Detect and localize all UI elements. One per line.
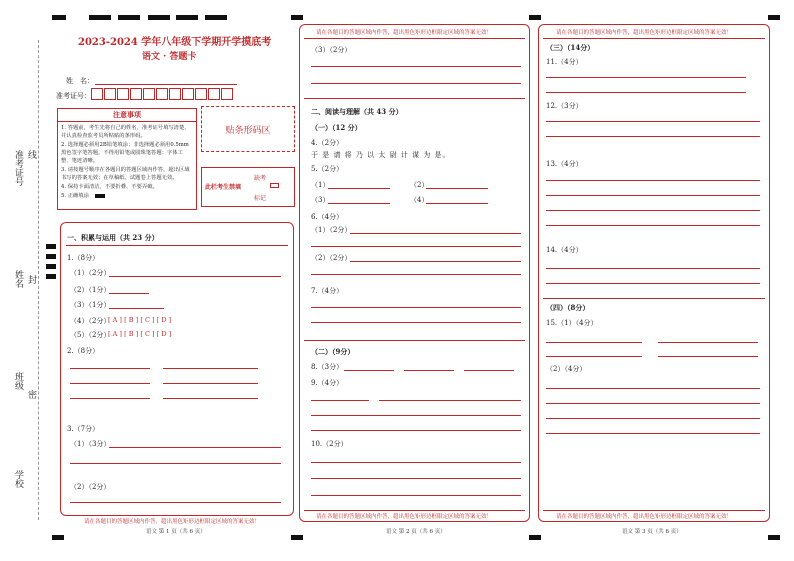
answer-line[interactable] <box>546 283 760 284</box>
notes-item: 1. 答题前，考生先将自己的姓名、准考证号填写清楚，并认真检查监考员所粘贴的条形码。 <box>61 125 190 139</box>
answer-line[interactable] <box>311 495 521 496</box>
answer-line[interactable] <box>311 415 521 416</box>
question-5-2: （2） <box>410 181 429 189</box>
question-1-2: （2）（1分） <box>70 286 111 294</box>
absent-checkbox[interactable] <box>270 183 279 188</box>
question-3: 3.（7分） <box>67 425 100 433</box>
subsection-2: （二）（9分） <box>311 347 355 356</box>
question-7: 7.（4分） <box>311 287 344 295</box>
question-3-3: （3）（2分） <box>311 46 352 54</box>
answer-line[interactable] <box>311 66 521 67</box>
section-title-2: 二、阅读与理解（共 43 分） <box>311 107 403 116</box>
warning-text: 请在各题目的答题区域内作答，超出黑色矩形边框限定区域的答案无效！ <box>556 30 733 36</box>
answer-line[interactable] <box>464 370 514 371</box>
option-c[interactable]: [ C ] <box>140 316 155 324</box>
timing-mark <box>529 535 541 540</box>
answer-line[interactable] <box>311 400 369 401</box>
barcode-area <box>201 106 295 152</box>
option-b[interactable]: [ B ] <box>124 316 139 324</box>
notes-item: 3. 请按题号顺序在各题目的答题区域内作答，超出区域书写的答案无效；在草稿纸、试题卷上答题无效。 <box>61 167 190 181</box>
divider <box>304 98 525 99</box>
id-grid[interactable] <box>91 88 234 100</box>
answer-line[interactable] <box>311 478 521 479</box>
binding-dashed-line <box>38 40 39 520</box>
filled-mark-sample <box>95 194 105 198</box>
section-title-1: 一、积累与运用（共 23 分） <box>67 233 159 242</box>
divider <box>304 340 525 341</box>
answer-line[interactable] <box>546 403 760 404</box>
question-11: 11.（4分） <box>546 58 583 66</box>
question-1-4: （4）（2分） <box>70 317 111 325</box>
timing-mark <box>46 244 56 249</box>
question-15-1: 15.（1）（4分） <box>546 319 598 327</box>
answer-line[interactable] <box>70 383 150 384</box>
timing-mark <box>46 254 56 259</box>
answer-line[interactable] <box>109 308 164 309</box>
name-label: 姓 名： <box>66 77 94 85</box>
absent-box <box>201 167 295 207</box>
answer-line[interactable] <box>350 233 521 234</box>
answer-line[interactable] <box>163 383 258 384</box>
absent-mark-1: 缺考 <box>254 175 267 182</box>
question-1-5: （5）（2分） <box>70 331 111 339</box>
divider <box>543 298 765 299</box>
side-label-class: 班级 <box>13 372 23 390</box>
name-field[interactable] <box>95 84 237 85</box>
option-b[interactable]: [ B ] <box>124 330 139 338</box>
question-3-1: （1）（3分） <box>70 440 111 448</box>
answer-line[interactable] <box>546 180 760 181</box>
timing-mark <box>118 15 140 20</box>
question-14: 14.（4分） <box>546 246 583 254</box>
answer-line[interactable] <box>546 388 760 389</box>
answer-line[interactable] <box>379 400 521 401</box>
question-12: 12.（3分） <box>546 102 583 110</box>
timing-mark <box>52 15 66 20</box>
side-label-seal: 封 <box>26 275 36 284</box>
answer-line[interactable] <box>546 418 760 419</box>
answer-line[interactable] <box>546 195 760 196</box>
timing-mark <box>89 15 111 20</box>
side-label-school: 学校 <box>13 470 23 488</box>
question-6-1: （1）（2分） <box>311 226 352 234</box>
choice-options[interactable] <box>108 330 171 338</box>
question-8: 8.（3分） <box>311 363 344 371</box>
question-4: 4.（2分） <box>311 139 344 147</box>
answer-line[interactable] <box>546 342 642 343</box>
id-label: 准考证号： <box>56 92 91 100</box>
notes-box <box>57 108 197 210</box>
page-title: 2023-2024 学年八年级下学期开学摸底考 <box>78 37 272 48</box>
notes-item: 2. 选择题必须用2B铅笔填涂；非选择题必须用0.5mm黑色签字笔答题，不得用铅笔或圆珠笔答题：字体工整、笔迹清晰。 <box>61 142 189 164</box>
question-15-2: （2）（4分） <box>546 365 587 373</box>
answer-line[interactable] <box>546 356 642 357</box>
answer-line[interactable] <box>311 83 521 84</box>
question-10: 10.（2分） <box>311 440 348 448</box>
timing-mark <box>291 535 303 540</box>
question-2: 2.（8分） <box>67 347 100 355</box>
warning-text: 请在各题目的答题区域内作答，超出黑色矩形边框限定区域的答案无效！ <box>556 514 733 520</box>
answer-box-col3 <box>538 24 770 522</box>
question-5-3: （3） <box>311 196 330 204</box>
timing-mark <box>768 535 780 540</box>
answer-line[interactable] <box>658 356 758 357</box>
question-1-3: （3）（1分） <box>70 301 111 309</box>
notes-item: 4. 保持卡面清洁，不要折叠、不要弄破。 <box>61 184 158 190</box>
answer-line[interactable] <box>70 398 150 399</box>
side-label-id: 准考证号 <box>13 150 23 186</box>
timing-mark <box>291 15 303 20</box>
warning-text: 请在各题目的答题区域内作答，超出黑色矩形边框限定区域的答案无效！ <box>316 30 493 36</box>
answer-line[interactable] <box>546 136 760 137</box>
barcode-label: 贴条形码区 <box>225 125 271 136</box>
timing-mark <box>148 15 170 20</box>
side-label-line: 线 <box>26 150 36 159</box>
question-3-2: （2）（2分） <box>70 483 111 491</box>
page-footer-3: 语文 第 3 页（共 6 页） <box>622 529 682 535</box>
answer-line[interactable] <box>311 274 521 275</box>
answer-line[interactable] <box>350 261 521 262</box>
side-label-secret: 密 <box>26 390 36 399</box>
warning-text: 请在各题目的答题区域内作答，超出黑色矩形边框限定区域的答案无效！ <box>316 514 493 520</box>
timing-mark <box>529 15 541 20</box>
notes-item: 5. 正确填涂 <box>61 193 89 199</box>
choice-options[interactable] <box>108 316 171 324</box>
divider <box>543 510 765 511</box>
warning-text: 请在各题目的答题区域内作答，超出黑色矩形边框限定区域的答案无效！ <box>84 519 261 525</box>
timing-mark <box>52 535 64 540</box>
answer-line[interactable] <box>311 322 521 323</box>
timing-mark <box>205 15 227 20</box>
answer-line[interactable] <box>404 370 454 371</box>
answer-line[interactable] <box>70 368 150 369</box>
answer-line[interactable] <box>546 77 746 78</box>
answer-line[interactable] <box>344 370 394 371</box>
subsection-1: （一）（12 分） <box>311 123 362 132</box>
answer-line[interactable] <box>311 430 521 431</box>
answer-line[interactable] <box>311 246 521 247</box>
answer-line[interactable] <box>109 293 149 294</box>
timing-mark <box>768 15 780 20</box>
option-a[interactable]: [ A ] <box>108 316 122 324</box>
answer-line[interactable] <box>109 447 281 448</box>
side-label-name: 姓名 <box>13 270 23 288</box>
option-d[interactable]: [ D ] <box>156 330 172 338</box>
question-5: 5.（2分） <box>311 165 344 173</box>
divider <box>543 38 765 39</box>
answer-line[interactable] <box>109 276 281 277</box>
answer-line[interactable] <box>546 92 746 93</box>
question-6-2: （2）（2分） <box>311 254 352 262</box>
absent-mark-2: 标记 <box>254 195 267 202</box>
divider <box>66 245 288 246</box>
answer-line[interactable] <box>546 268 760 269</box>
question-4-sentence: 于 是 请 将 乃 以 太 尉 计 谋 为 是。 <box>311 151 451 159</box>
question-5-4: （4） <box>410 196 429 204</box>
page-footer-1: 语文 第 1 页（共 6 页） <box>146 529 206 535</box>
timing-mark <box>46 264 56 269</box>
option-d[interactable]: [ D ] <box>156 316 172 324</box>
question-1: 1.（8分） <box>67 254 100 262</box>
answer-line[interactable] <box>163 398 258 399</box>
timing-mark <box>176 15 198 20</box>
answer-line[interactable] <box>70 463 281 464</box>
timing-mark <box>46 274 56 279</box>
divider <box>304 510 525 511</box>
question-6: 6.（4分） <box>311 213 344 221</box>
answer-line[interactable] <box>70 502 281 503</box>
divider <box>304 38 525 39</box>
answer-box-col1 <box>60 222 294 516</box>
answer-line[interactable] <box>426 203 488 204</box>
page-subtitle: 语文 · 答题卡 <box>142 52 197 62</box>
answer-line[interactable] <box>311 307 521 308</box>
answer-line[interactable] <box>546 433 760 434</box>
question-5-1: （1） <box>311 181 330 189</box>
option-a[interactable]: [ A ] <box>108 330 122 338</box>
subsection-3: （三）（14分） <box>546 43 595 52</box>
answer-line[interactable] <box>658 342 758 343</box>
question-9: 9.（4分） <box>311 379 344 387</box>
answer-line[interactable] <box>546 225 760 226</box>
question-1-1: （1）（2分） <box>70 269 111 277</box>
page-footer-2: 语文 第 2 页（共 6 页） <box>386 529 446 535</box>
answer-line[interactable] <box>311 462 521 463</box>
notes-title: 注意事项 <box>58 109 196 122</box>
answer-line[interactable] <box>328 203 390 204</box>
answer-line[interactable] <box>426 188 488 189</box>
question-13: 13.（4分） <box>546 160 583 168</box>
answer-line[interactable] <box>546 121 760 122</box>
answer-line[interactable] <box>163 368 258 369</box>
subsection-4: （四）（8分） <box>546 303 590 312</box>
answer-line[interactable] <box>328 188 390 189</box>
answer-line[interactable] <box>546 210 760 211</box>
option-c[interactable]: [ C ] <box>140 330 155 338</box>
absent-label: 此栏考生禁填 <box>205 184 242 191</box>
